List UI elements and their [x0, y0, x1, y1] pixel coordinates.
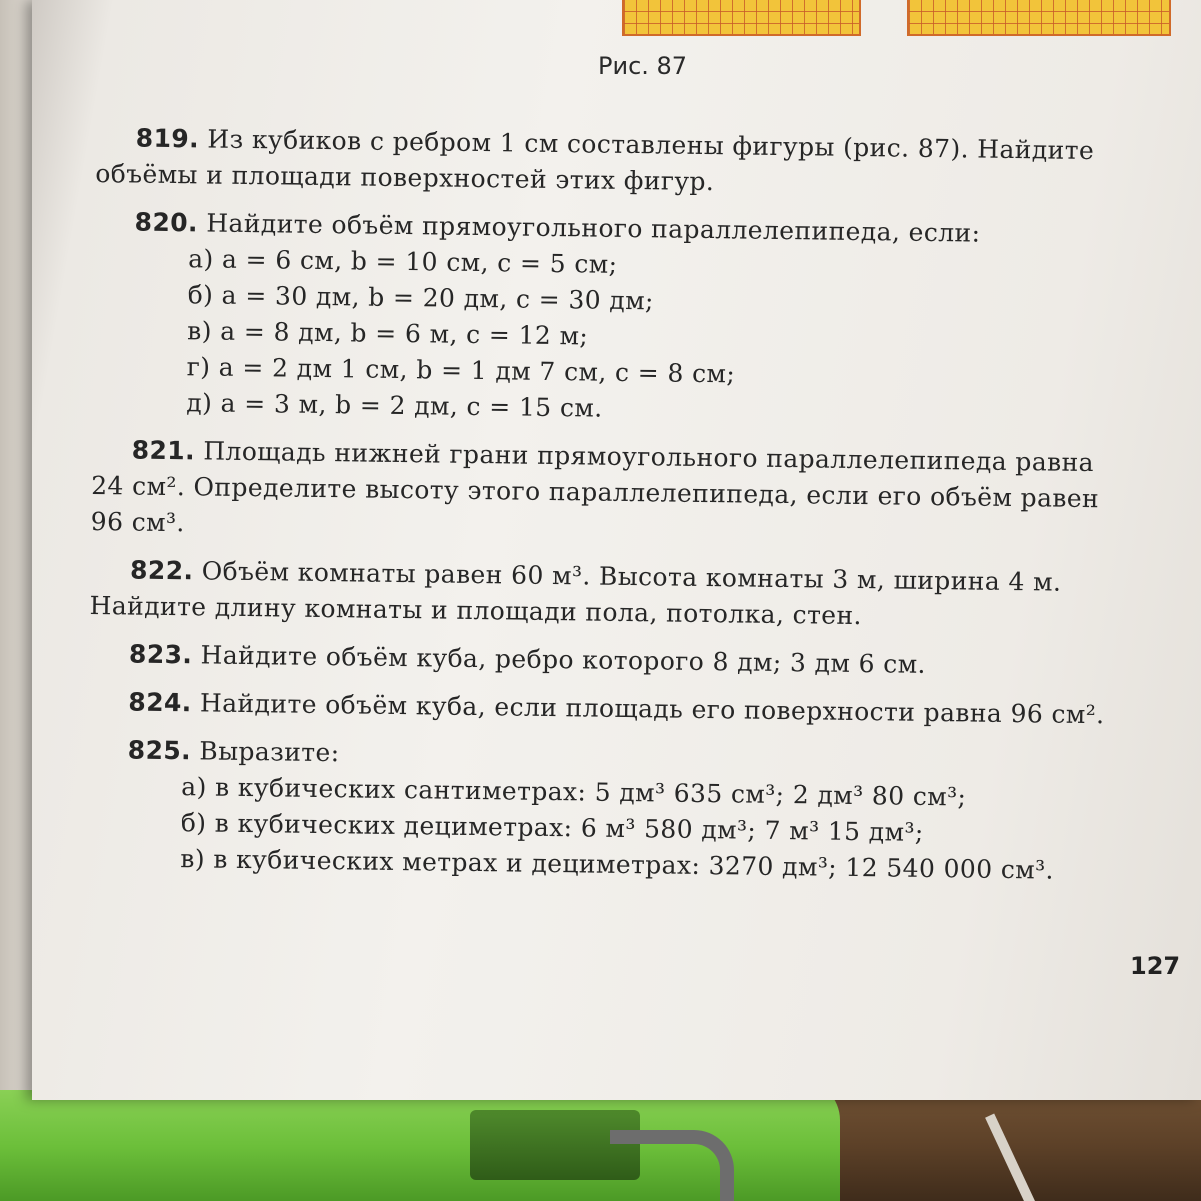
problem-number: 821.: [131, 435, 196, 466]
problem-line: 24 см². Определите высоту этого параллелепипеда, если его объём равен: [91, 470, 1100, 514]
problem-824: [88, 684, 1178, 734]
problem-822: [89, 552, 1180, 638]
sub-item: в) в кубических метрах и дециметрах: 3270 дм³; 12 540 000 см³.: [180, 844, 1055, 885]
problem-text: Выразите:: [199, 736, 340, 768]
problem-825: [86, 732, 1178, 890]
sub-item: д) a = 3 м, b = 2 дм, c = 15 см.: [186, 388, 603, 423]
problem-number: 820.: [134, 207, 199, 238]
sub-item: а) в кубических сантиметрах: 5 дм³ 635 см³; 2 дм³ 80 см³;: [181, 772, 967, 812]
sub-item: а) a = 6 см, b = 10 см, c = 5 см;: [188, 244, 618, 279]
problem-line: объёмы и площади поверхностей этих фигур.: [95, 158, 715, 197]
problem-line: 96 см³.: [90, 506, 185, 538]
page-number: 127: [1130, 952, 1181, 980]
sub-item: б) a = 30 дм, b = 20 дм, c = 30 дм;: [187, 280, 655, 316]
figure-caption: Рис. 87: [598, 52, 688, 80]
cube-figure-right: [907, 0, 1171, 36]
problem-line: Найдите длину комнаты и площади пола, потолка, стен.: [89, 590, 863, 631]
problem-823: [89, 636, 1179, 686]
cube-figure-left: [622, 0, 861, 36]
problem-line: [89, 636, 1179, 686]
problem-number: 819.: [135, 123, 200, 154]
problem-text: Из кубиков с ребром 1 см составлены фигуры (рис. 87). Найдите: [207, 124, 1095, 166]
problem-number: 823.: [128, 639, 193, 670]
problem-819: [95, 120, 1186, 206]
problem-line: [88, 684, 1178, 734]
problem-number: 822.: [129, 555, 194, 586]
problem-number: 824.: [128, 687, 192, 718]
page-edge: [0, 0, 32, 1090]
sub-item: б) в кубических дециметрах: 6 м³ 580 дм³; 7 м³ 15 дм³;: [180, 808, 924, 847]
problem-text: Объём комнаты равен 60 м³. Высота комнаты 3 м, ширина 4 м.: [201, 556, 1062, 597]
problem-text: Площадь нижней грани прямоугольного параллелепипеда равна: [203, 436, 1095, 478]
problem-text: Найдите объём куба, ребро которого 8 дм; 3 дм 6 см.: [200, 640, 927, 679]
metal-rod: [610, 1130, 734, 1201]
problems-text: [86, 120, 1186, 902]
problem-820: [92, 204, 1185, 434]
problem-text: Найдите объём куба, если площадь его поверхности равна 96 см².: [199, 688, 1105, 730]
sub-item: г) a = 2 дм 1 см, b = 1 дм 7 см, c = 8 см;: [186, 352, 736, 389]
problem-number: 825.: [127, 735, 192, 766]
problem-text: Найдите объём прямоугольного параллелепипеда, если:: [206, 208, 981, 248]
problem-821: [91, 432, 1182, 554]
sub-item: в) a = 8 дм, b = 6 м, c = 12 м;: [187, 316, 589, 351]
